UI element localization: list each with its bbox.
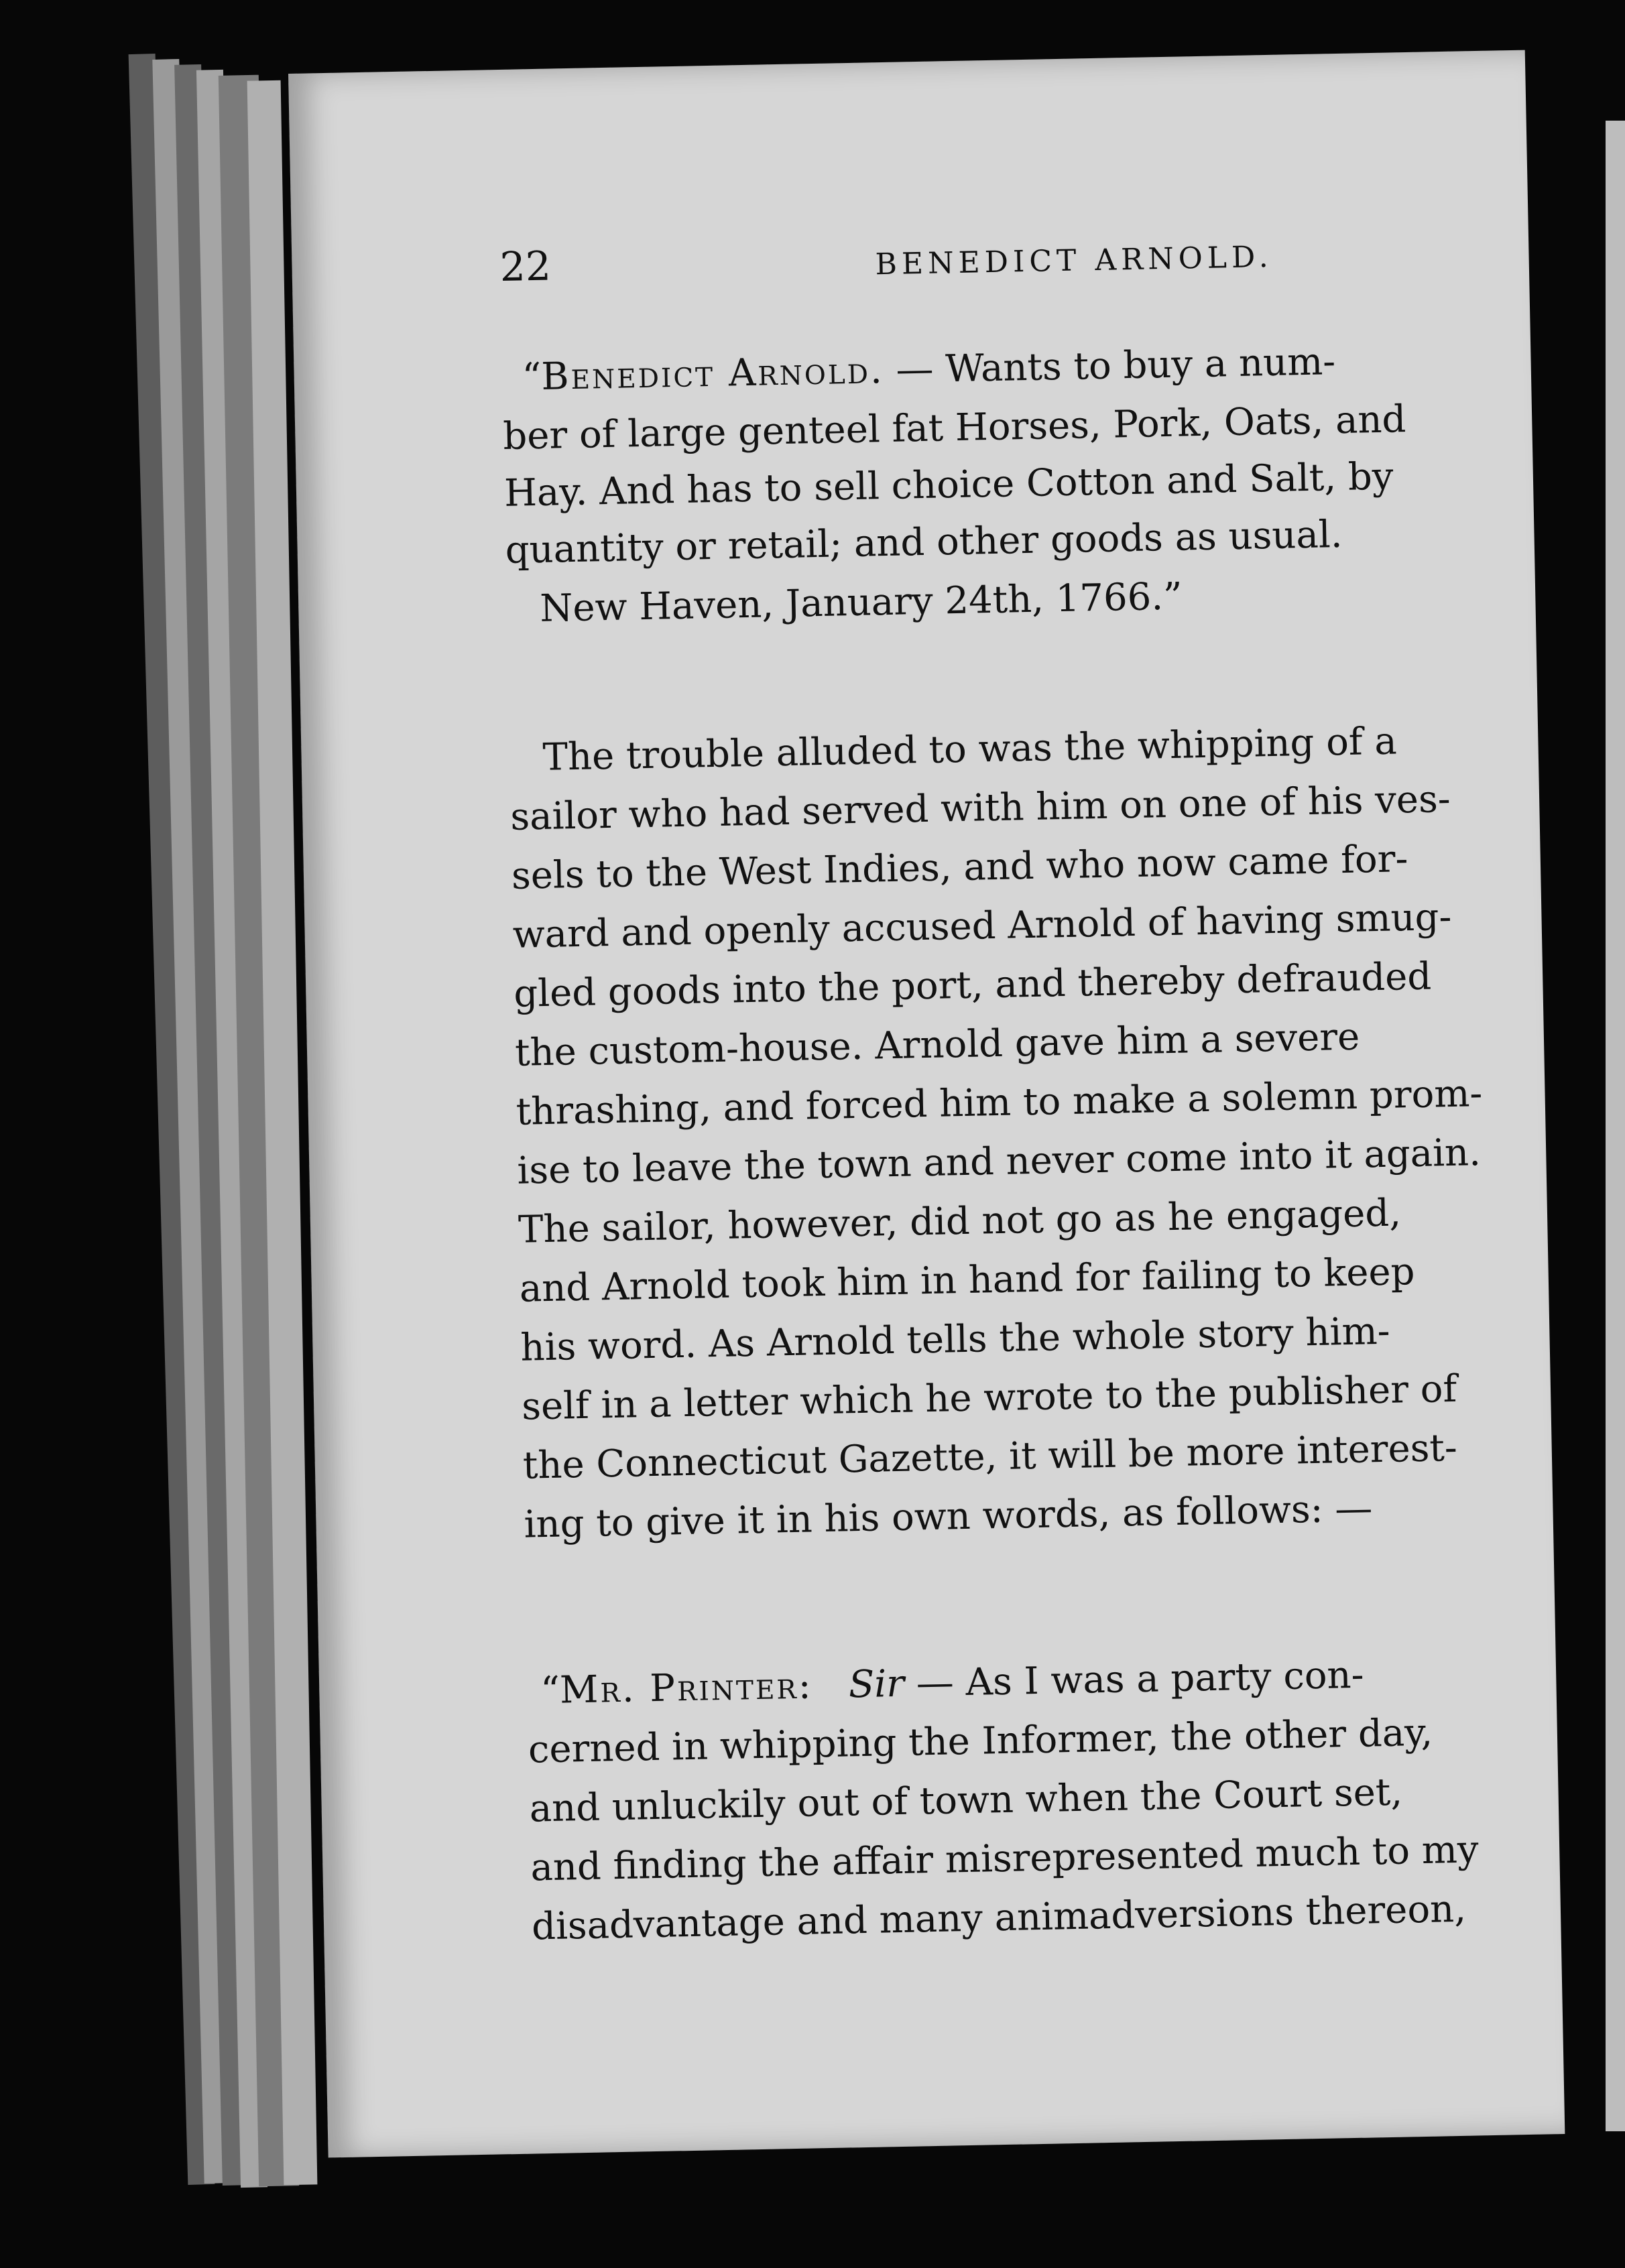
body-line: gled goods into the port, and thereby defrauded — [513, 954, 1432, 1016]
letter-salutation: Mr. Printer: — [559, 1663, 814, 1712]
body-line: sels to the West Indies, and who now came for- — [511, 837, 1408, 898]
body-line: The sailor, however, did not go as he engaged, — [518, 1191, 1402, 1252]
letter-line: and finding the affair misrepresented much to my — [530, 1828, 1480, 1890]
body-line: thrashing, and forced him to make a solemn prom- — [516, 1072, 1483, 1134]
body-line: the custom-house. Arnold gave him a severe — [514, 1015, 1360, 1075]
advertisement-line: ber of large genteel fat Horses, Pork, Oats, and — [502, 397, 1406, 458]
letter-line: cerned in whipping the Informer, the other day, — [528, 1710, 1433, 1772]
advertiser-name: Benedict Arnold. — [540, 349, 885, 399]
body-line: ing to give it in his own words, as follows: — — [524, 1487, 1373, 1547]
advertisement-line: “Benedict Arnold. — Wants to buy a num- — [522, 340, 1336, 399]
body-line: ward and openly accused Arnold of having smug- — [512, 895, 1452, 957]
advertisement-dateline: New Haven, January 24th, 1766.” — [539, 574, 1183, 631]
body-line: and Arnold took him in hand for failing to keep — [519, 1250, 1416, 1311]
facing-page-edge — [1606, 121, 1625, 2131]
letter-line: and unluckily out of town when the Court set, — [529, 1770, 1403, 1831]
body-line: self in a letter which he wrote to the publisher of — [521, 1367, 1457, 1429]
running-title: BENEDICT ARNOLD. — [875, 239, 1274, 282]
advertisement-line: Hay. And has to sell choice Cotton and Salt, by — [503, 454, 1394, 515]
body-line: sailor who had served with him on one of his ves- — [509, 777, 1451, 839]
book-page — [288, 50, 1565, 2158]
page-number: 22 — [499, 243, 552, 291]
letter-line: disadvantage and many animadversions thereon, — [531, 1887, 1467, 1949]
running-header — [499, 225, 1506, 318]
body-line: the Connecticut Gazette, it will be more interest- — [522, 1426, 1458, 1488]
body-line: ise to leave the town and never come into it again. — [516, 1131, 1482, 1193]
letter-sir: Sir — [848, 1661, 905, 1707]
body-line: The trouble alluded to was the whipping of a — [542, 719, 1398, 779]
advertisement-line: quantity or retail; and other goods as usual. — [505, 512, 1343, 572]
letter-salutation-line: “Mr. Printer: Sir — As I was a party con- — [540, 1653, 1365, 1713]
body-line: his word. As Arnold tells the whole story him- — [520, 1309, 1391, 1370]
